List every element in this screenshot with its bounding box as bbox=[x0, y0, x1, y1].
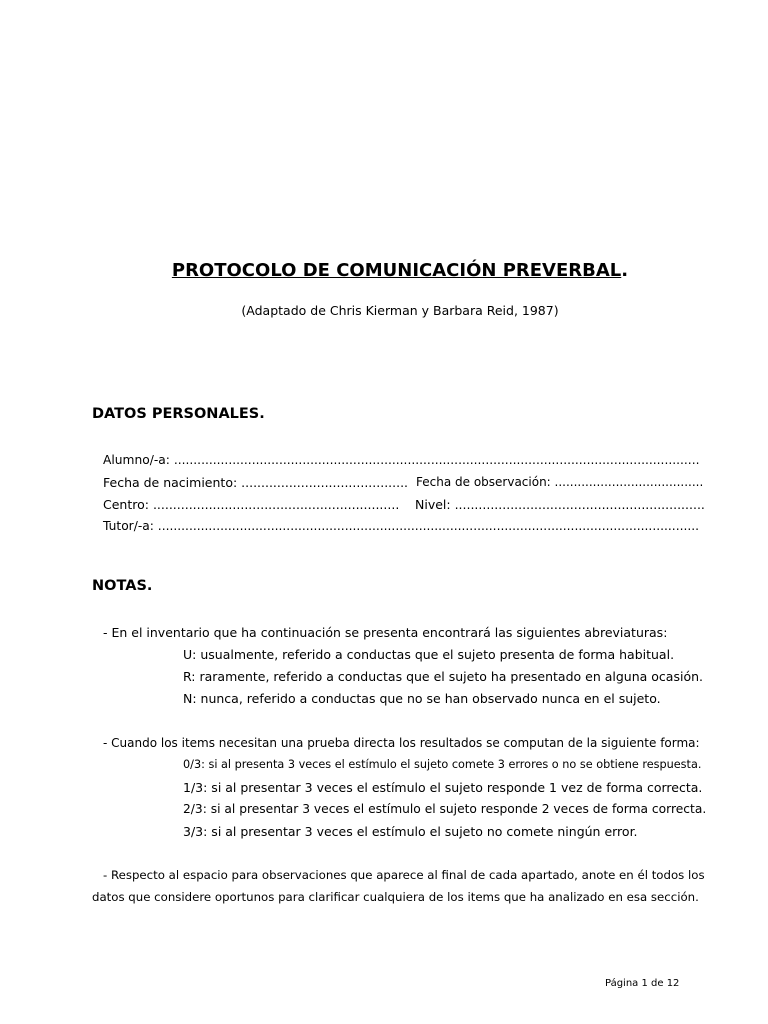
section-heading-notas: NOTAS. bbox=[92, 578, 153, 594]
abreviatura-r: R: raramente, referido a conductas que el sujeto ha presentado en alguna ocasión. bbox=[183, 669, 703, 684]
field-alumno: Alumno/-a: ....................................................................................................................................... bbox=[103, 453, 700, 467]
prueba-2-3: 2/3: si al presentar 3 veces el estímulo el sujeto responde 2 veces de forma correcta. bbox=[183, 802, 707, 816]
field-centro: Centro: .............................................................. bbox=[103, 497, 400, 512]
title-text: PROTOCOLO DE COMUNICACIÓN PREVERBAL bbox=[171, 260, 622, 281]
section-heading-datos: DATOS PERSONALES. bbox=[92, 406, 265, 422]
notas-intro-prueba: - Cuando los items necesitan una prueba directa los resultados se computan de la siguiente forma: bbox=[103, 736, 700, 750]
field-fecha-nacimiento: Fecha de nacimiento: .......................................... bbox=[103, 475, 409, 490]
abreviatura-n: N: nunca, referido a conductas que no se han observado nunca en el sujeto. bbox=[183, 691, 661, 706]
page-number: Página 1 de 12 bbox=[605, 978, 680, 989]
title-period: . bbox=[621, 260, 629, 281]
abreviatura-u: U: usualmente, referido a conductas que el sujeto presenta de forma habitual. bbox=[183, 647, 675, 662]
prueba-1-3: 1/3: si al presentar 3 veces el estímulo el sujeto responde 1 vez de forma correcta. bbox=[183, 780, 703, 795]
field-tutor: Tutor/-a: ........................................................................................................................................... bbox=[103, 519, 700, 533]
observaciones-line-1: - Respecto al espacio para observaciones que aparece al final de cada apartado, anote en él todos los bbox=[103, 868, 705, 882]
document-subtitle: (Adaptado de Chris Kierman y Barbara Reid, 1987) bbox=[241, 303, 559, 318]
document-title bbox=[0, 260, 768, 281]
field-fecha-observacion: Fecha de observación: ....................................... bbox=[416, 475, 704, 489]
field-nivel: Nivel: ............................................................... bbox=[415, 497, 705, 512]
notas-intro-abreviaturas: - En el inventario que ha continuación se presenta encontrará las siguientes abreviaturas: bbox=[103, 625, 668, 640]
prueba-0-3: 0/3: si al presenta 3 veces el estímulo el sujeto comete 3 errores o no se obtiene respuesta. bbox=[183, 758, 702, 771]
observaciones-line-2: datos que considere oportunos para clarificar cualquiera de los items que ha analizado en esa sección. bbox=[92, 890, 699, 904]
prueba-3-3: 3/3: si al presentar 3 veces el estímulo el sujeto no comete ningún error. bbox=[183, 824, 638, 839]
